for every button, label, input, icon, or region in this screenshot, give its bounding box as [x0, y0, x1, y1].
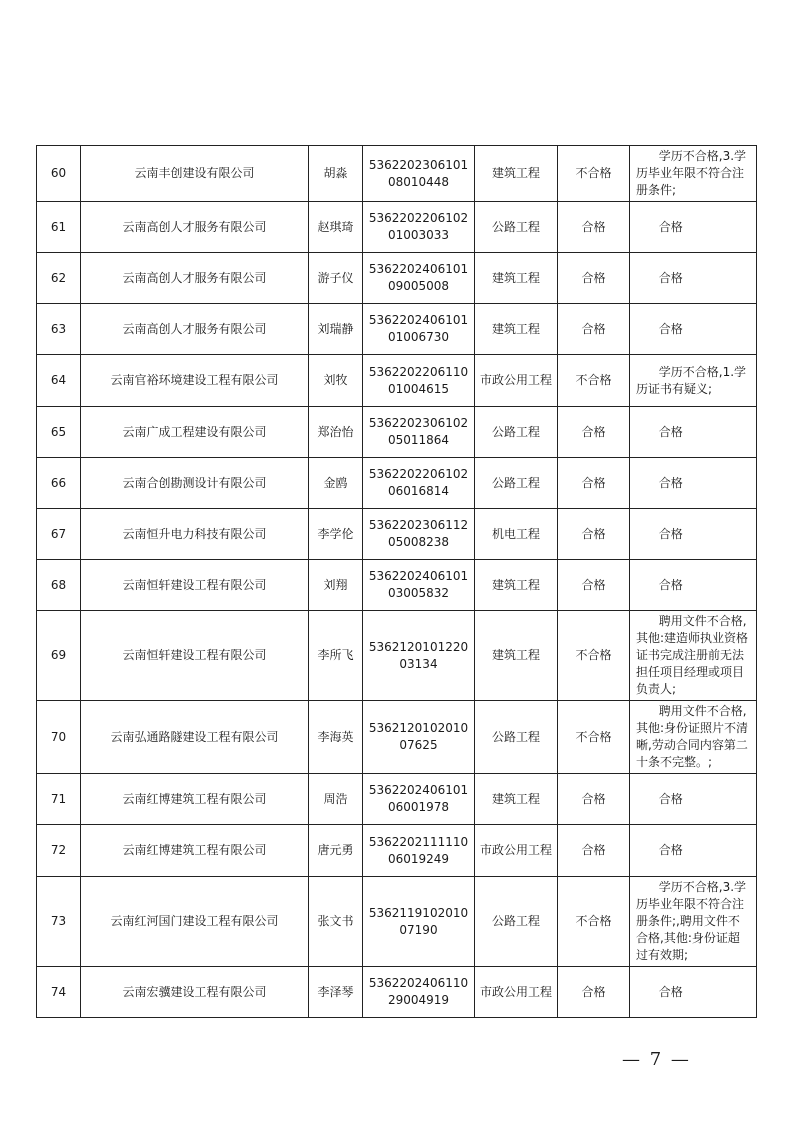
review-note: 聘用文件不合格,其他:建造师执业资格证书完成注册前无法担任项目经理或项目负责人;	[630, 611, 757, 701]
company-name: 云南合创勘测设计有限公司	[81, 458, 309, 509]
table-row	[37, 304, 757, 355]
company-name: 云南恒轩建设工程有限公司	[81, 560, 309, 611]
row-number: 60	[37, 146, 81, 202]
table-row	[37, 509, 757, 560]
review-note: 合格	[630, 774, 757, 825]
table-row	[37, 967, 757, 1018]
row-number: 67	[37, 509, 81, 560]
person-name: 赵琪琦	[309, 202, 363, 253]
table-row	[37, 146, 757, 202]
table-row	[37, 202, 757, 253]
person-name: 唐元勇	[309, 825, 363, 877]
table-row	[37, 560, 757, 611]
certificate-number: 536220220610206016814	[363, 458, 475, 509]
table-row	[37, 825, 757, 877]
review-result: 合格	[558, 304, 630, 355]
specialty: 市政公用工程	[475, 967, 558, 1018]
person-name: 李泽琴	[309, 967, 363, 1018]
review-result: 不合格	[558, 355, 630, 407]
certificate-number: 536220230610108010448	[363, 146, 475, 202]
row-number: 62	[37, 253, 81, 304]
person-name: 周浩	[309, 774, 363, 825]
certificate-number: 536212010122003134	[363, 611, 475, 701]
review-note: 合格	[630, 560, 757, 611]
specialty: 公路工程	[475, 701, 558, 774]
review-note: 合格	[630, 407, 757, 458]
review-result: 合格	[558, 202, 630, 253]
review-note: 学历不合格,3.学历毕业年限不符合注册条件;	[630, 146, 757, 202]
company-name: 云南红河国门建设工程有限公司	[81, 877, 309, 967]
company-name: 云南红博建筑工程有限公司	[81, 774, 309, 825]
table-row	[37, 458, 757, 509]
applicant-review-table	[36, 145, 757, 1018]
specialty: 建筑工程	[475, 304, 558, 355]
certificate-number: 536220240610101006730	[363, 304, 475, 355]
certificate-number: 536220240610106001978	[363, 774, 475, 825]
row-number: 66	[37, 458, 81, 509]
person-name: 李所飞	[309, 611, 363, 701]
row-number: 73	[37, 877, 81, 967]
specialty: 市政公用工程	[475, 355, 558, 407]
company-name: 云南宏骥建设工程有限公司	[81, 967, 309, 1018]
company-name: 云南高创人才服务有限公司	[81, 253, 309, 304]
row-number: 70	[37, 701, 81, 774]
review-note: 合格	[630, 458, 757, 509]
review-result: 不合格	[558, 146, 630, 202]
review-note: 合格	[630, 304, 757, 355]
review-note: 合格	[630, 509, 757, 560]
table-row	[37, 877, 757, 967]
company-name: 云南恒轩建设工程有限公司	[81, 611, 309, 701]
person-name: 郑治怡	[309, 407, 363, 458]
review-note: 合格	[630, 825, 757, 877]
review-result: 合格	[558, 509, 630, 560]
row-number: 72	[37, 825, 81, 877]
review-result: 合格	[558, 458, 630, 509]
table-body	[37, 146, 757, 1018]
company-name: 云南红博建筑工程有限公司	[81, 825, 309, 877]
review-result: 合格	[558, 560, 630, 611]
person-name: 游子仪	[309, 253, 363, 304]
row-number: 64	[37, 355, 81, 407]
certificate-number: 536220230611205008238	[363, 509, 475, 560]
review-result: 不合格	[558, 611, 630, 701]
row-number: 71	[37, 774, 81, 825]
specialty: 建筑工程	[475, 611, 558, 701]
specialty: 建筑工程	[475, 774, 558, 825]
review-note: 合格	[630, 967, 757, 1018]
certificate-number: 536220240611029004919	[363, 967, 475, 1018]
person-name: 李学伦	[309, 509, 363, 560]
review-note: 学历不合格,1.学历证书有疑义;	[630, 355, 757, 407]
review-result: 合格	[558, 825, 630, 877]
review-result: 合格	[558, 967, 630, 1018]
row-number: 61	[37, 202, 81, 253]
table-row	[37, 774, 757, 825]
person-name: 刘翔	[309, 560, 363, 611]
row-number: 68	[37, 560, 81, 611]
company-name: 云南官裕环境建设工程有限公司	[81, 355, 309, 407]
person-name: 金鸥	[309, 458, 363, 509]
review-note: 合格	[630, 253, 757, 304]
review-note: 聘用文件不合格,其他:身份证照片不清晰,劳动合同内容第二十条不完整。;	[630, 701, 757, 774]
certificate-number: 536211910201007190	[363, 877, 475, 967]
person-name: 张文书	[309, 877, 363, 967]
specialty: 市政公用工程	[475, 825, 558, 877]
company-name: 云南高创人才服务有限公司	[81, 304, 309, 355]
person-name: 胡淼	[309, 146, 363, 202]
review-result: 合格	[558, 774, 630, 825]
review-note: 学历不合格,3.学历毕业年限不符合注册条件;,聘用文件不合格,其他:身份证超过有效期;	[630, 877, 757, 967]
specialty: 公路工程	[475, 202, 558, 253]
specialty: 建筑工程	[475, 146, 558, 202]
table-row	[37, 611, 757, 701]
certificate-number: 536220220610201003033	[363, 202, 475, 253]
review-result: 合格	[558, 407, 630, 458]
certificate-number: 536212010201007625	[363, 701, 475, 774]
page-number: — 7 —	[622, 1049, 691, 1070]
specialty: 公路工程	[475, 407, 558, 458]
person-name: 刘牧	[309, 355, 363, 407]
certificate-number: 536220220611001004615	[363, 355, 475, 407]
certificate-number: 536220211111006019249	[363, 825, 475, 877]
specialty: 机电工程	[475, 509, 558, 560]
row-number: 63	[37, 304, 81, 355]
person-name: 李海英	[309, 701, 363, 774]
review-result: 不合格	[558, 877, 630, 967]
table-row	[37, 407, 757, 458]
certificate-number: 536220240610109005008	[363, 253, 475, 304]
review-note: 合格	[630, 202, 757, 253]
specialty: 公路工程	[475, 458, 558, 509]
company-name: 云南广成工程建设有限公司	[81, 407, 309, 458]
certificate-number: 536220230610205011864	[363, 407, 475, 458]
table-row	[37, 355, 757, 407]
specialty: 建筑工程	[475, 253, 558, 304]
row-number: 69	[37, 611, 81, 701]
row-number: 65	[37, 407, 81, 458]
company-name: 云南高创人才服务有限公司	[81, 202, 309, 253]
company-name: 云南丰创建设有限公司	[81, 146, 309, 202]
table-row	[37, 253, 757, 304]
specialty: 公路工程	[475, 877, 558, 967]
person-name: 刘瑞静	[309, 304, 363, 355]
specialty: 建筑工程	[475, 560, 558, 611]
certificate-number: 536220240610103005832	[363, 560, 475, 611]
company-name: 云南弘通路隧建设工程有限公司	[81, 701, 309, 774]
review-result: 不合格	[558, 701, 630, 774]
row-number: 74	[37, 967, 81, 1018]
review-result: 合格	[558, 253, 630, 304]
company-name: 云南恒升电力科技有限公司	[81, 509, 309, 560]
table-row	[37, 701, 757, 774]
